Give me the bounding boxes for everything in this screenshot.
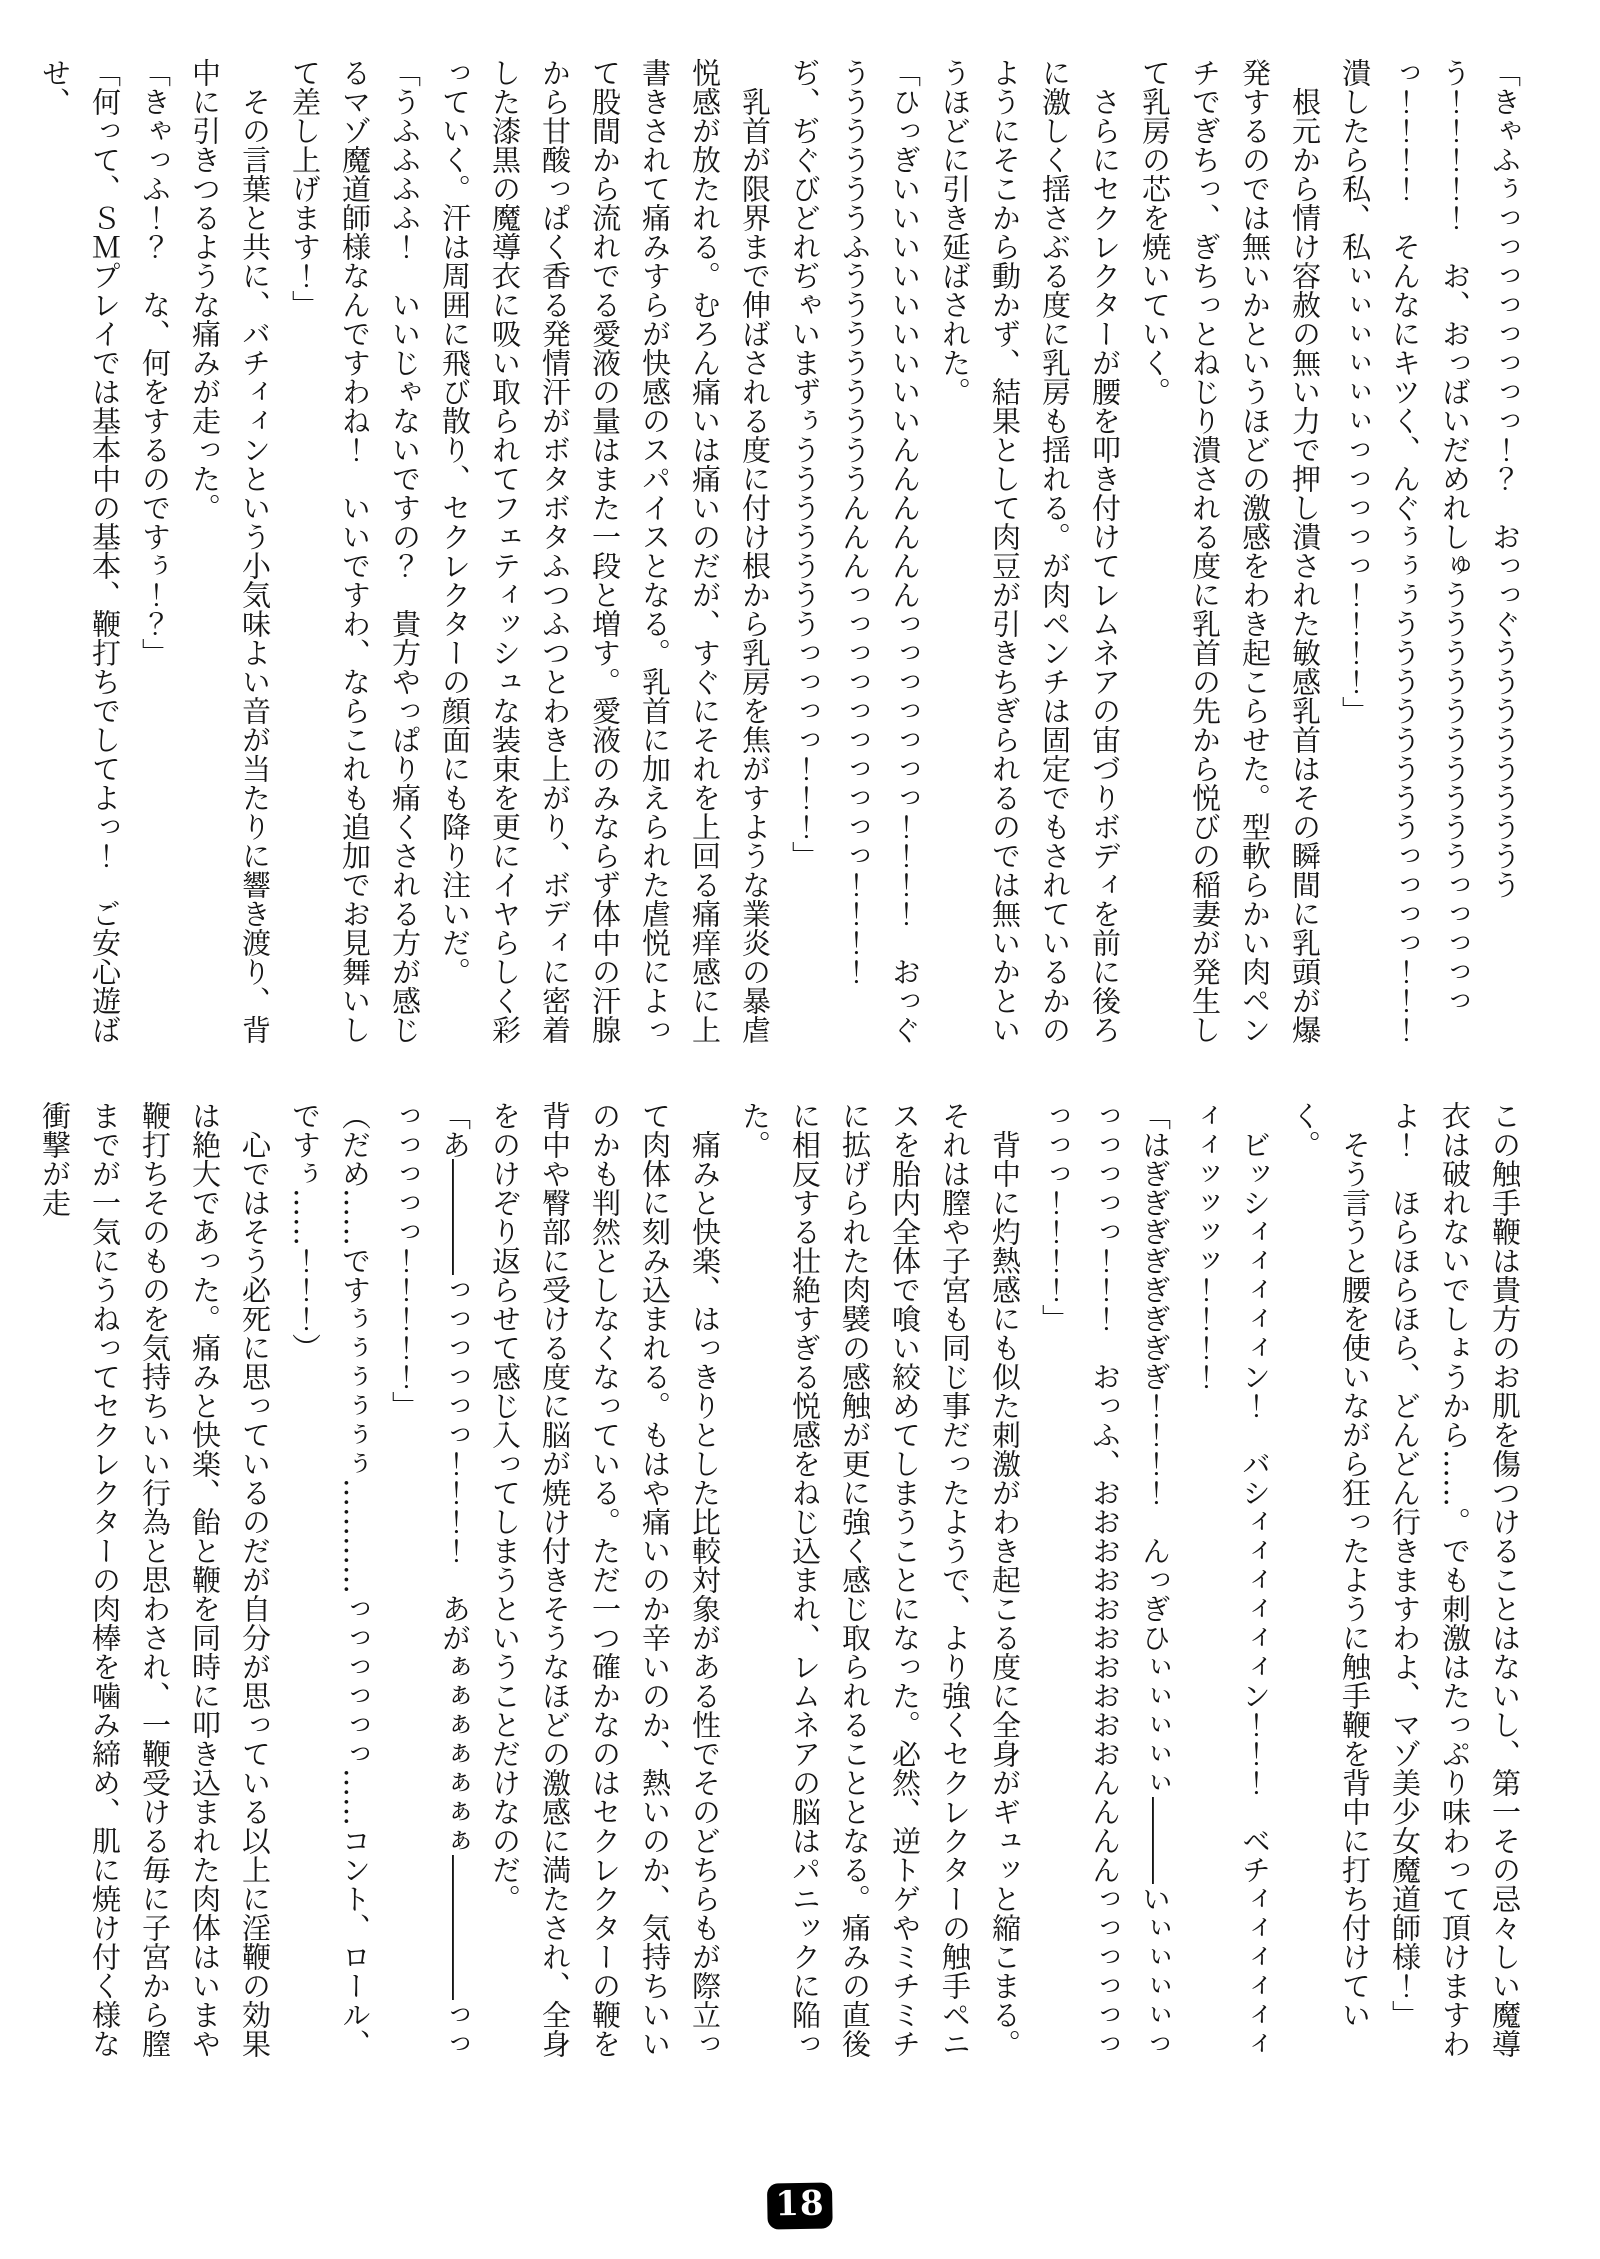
paragraph: ビッシィィィィィン！ バシィィィィィィン！！！ ベチィィィィィィィィッッッッ！！！！ (1188, 1101, 1272, 2058)
paragraph: 「きゃっふ！？ な、何をするのですぅ！？」 (138, 58, 172, 667)
paragraph: 「ひっぎいいいいいいいいいんんんんんんっっっっっっっ！！！！ おっぐううううううふううううううううんんんっっっっっっっっっっ！！！！ ぢ、ぢぐびどれぢゃいまずぅうううううううっっっっ！！！」 (788, 58, 922, 1044)
paragraph: そう言うと腰を使いながら狂ったように触手鞭を背中に打ち付けていく。 (1288, 1101, 1372, 2029)
paragraph: 背中に灼熱感にも似た刺激がわき起こる度に全身がギュッと縮こまる。それは膣や子宮も同じ事だったようで、より強くセクレクターの触手ペニスを胎内全体で喰い絞めてしまうことになった。必然、逆トゲやミチミチに拡げられた肉襞の感触が更に強く感じ取られることとなる。痛みの直後に相反する壮絶すぎる悦感をねじ込まれ、レムネアの脳はパニックに陥った。 (738, 1101, 1022, 2058)
page-number: 18 (774, 2183, 825, 2225)
paragraph: 「あ――――っっっっっっ！！！！ あがぁぁぁぁぁぁぁ―――――っっっっっっっ！！！！！」 (388, 1101, 472, 2058)
paragraph: （だめ……ですぅぅぅぅぅぅ…………っっっっっっ……コント、ロール、ですぅ……！！！） (288, 1101, 372, 2058)
paragraph: 根元から情け容赦の無い力で押し潰された敏感乳首はその瞬間に乳頭が爆発するのでは無いかというほどの激感をわき起こらせた。型軟らかい肉ペンチでぎちっ、ぎちっとねじり潰される度に乳首の先から悦びの稲妻が発生して乳房の芯を焼いていく。 (1138, 58, 1322, 1044)
paragraph: 乳首が限界まで伸ばされる度に付け根から乳房を焦がすような業炎の暴虐悦感が放たれる。むろん痛いは痛いのだが、すぐにそれを上回る痛痒感に上書きされて痛みすらが快感のスパイスとなる。乳首に加えられた虐悦によって股間から流れでる愛液の量はまた一段と増す。愛液のみならず体中の汗腺から甘酸っぱく香る発情汗がボタボタふつふつとわき上がり、ボディに密着した漆黒の魔導衣に吸い取られてフェティッシュな装束を更にイヤらしく彩っていく。汗は周囲に飛び散り、セクレクターの顔面にも降り注いだ。 (438, 58, 772, 1044)
paragraph: 「きゃふぅっっっっっっっっ！？ おっっぐうううううううううう！！！！！ お、おっばいだめれしゅううううううううううっっっっっっ！！！！ そんなにキツく、んぐぅぅぅううううううううっっっっ！！！ 潰したら私、私ぃぃぃぃぃぃっっっっっ！！！！」 (1338, 58, 1522, 1073)
paragraph: その言葉と共に、バチィィンという小気味よい音が当たりに響き渡り、背中に引きつるような痛みが走った。 (188, 58, 272, 1044)
paragraph: 心ではそう必死に思っているのだが自分が思っている以上に淫鞭の効果は絶大であった。痛みと快楽、飴と鞭を同時に叩き込まれた肉体はいまや鞭打ちそのものを気持ちいい行為と思わされ、一鞭受ける毎に子宮から膣までが一気にうねってセクレクターの肉棒を噛み締め、肌に焼け付く様な衝撃が走 (38, 1101, 272, 2058)
page-number-badge (767, 2182, 833, 2230)
paragraph: この触手鞭は貴方のお肌を傷つけることはないし、第一その忌々しい魔導衣は破れないでしょうから……。でも刺激はたっぷり味わって頂けますわよ！ ほらほらほら、どんどん行きますわよ、マゾ美少女魔道師様！」 (1388, 1101, 1522, 2058)
paragraph: 「はぎぎぎぎぎぎぎぎ！！！！ んっぎひぃぃぃぃぃ―――いぃぃぃぃっっっっっっ！！！ おっふ、おおおおおおおおおおんんんんっっっっっっっっっ！！！！」 (1038, 1101, 1172, 2058)
text-band-bottom (38, 1101, 1530, 2085)
paragraph: 「何って、ＳＭプレイでは基本中の基本、鞭打ちでしてよっ！ ご安心遊ばせ、 (38, 58, 122, 1044)
paragraph: 「うふふふふ！ いいじゃないですの？ 貴方やっぱり痛くされる方が感じるマゾ魔道師様なんですわね！ いいですわ、ならこれも追加でお見舞いして差し上げます！」 (288, 58, 422, 1044)
text-band-top (38, 58, 1530, 1073)
paragraph: 痛みと快楽、はっきりとした比較対象がある性でそのどちらもが際立って肉体に刻み込まれる。もはや痛いのか辛いのか、熱いのか、気持ちいいのかも判然としなくなっている。ただ一つ確かなのはセクレクターの鞭を背中や臀部に受ける度に脳が焼け付きそうなほどの激感に満たされ、全身をのけぞり返らせて感じ入ってしまうということだけなのだ。 (488, 1101, 722, 2058)
paragraph: さらにセクレクターが腰を叩き付けてレムネアの宙づりボディを前に後ろに激しく揺さぶる度に乳房も揺れる。が肉ペンチは固定でもされているかのようにそこから動かず、結果として肉豆が引きちぎられるのでは無いかというほどに引き延ばされた。 (938, 58, 1122, 1044)
